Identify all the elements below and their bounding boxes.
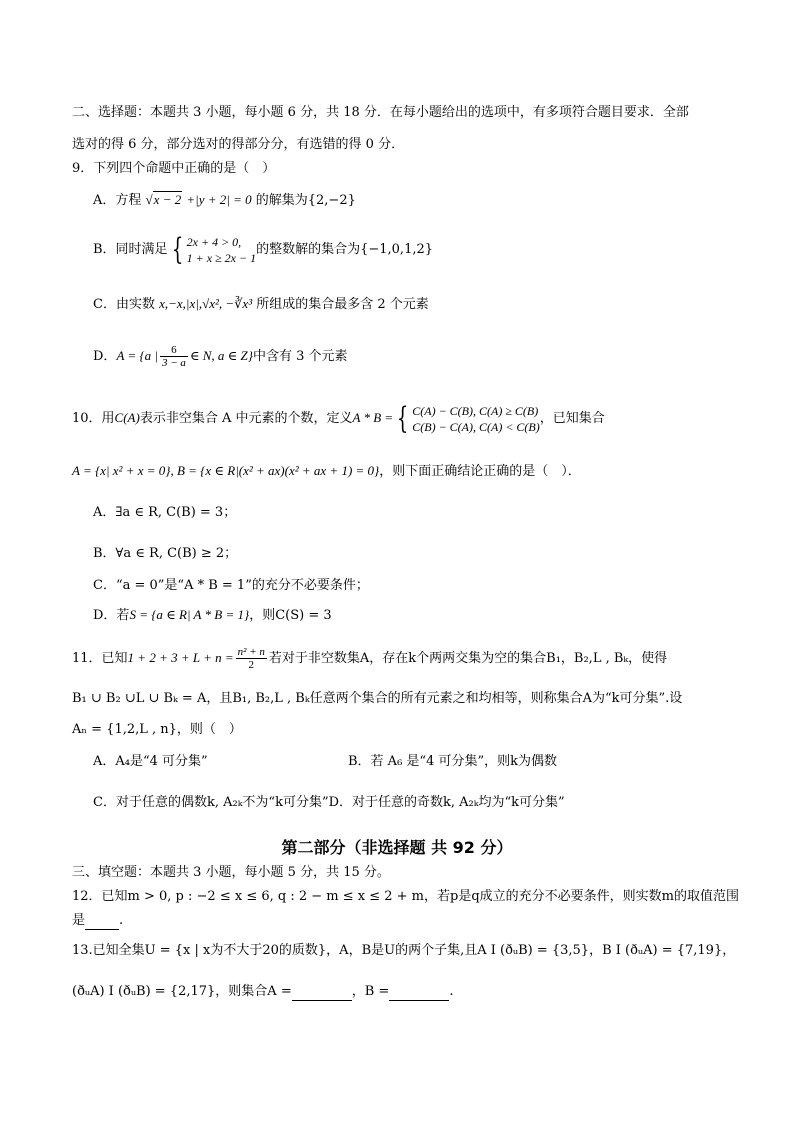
q13-line2-b: ，B = [351,984,390,999]
section3-header: 三、填空题：本题共 3 小题，每小题 5 分，共 15 分。 [72,865,390,880]
q10-stem-mid: 表示非空集合 A 中元素的个数，定义 [139,411,353,426]
q9-d-math-right: ∈ N, a ∈ Z} [189,348,253,363]
q9-b-sys1: 2x + 4 > 0, [186,234,242,249]
q10-option-a: A．∃a ∈ R, C(B) = 3； [93,505,237,520]
q10-option-b: B．∀a ∈ R, C(B) ≥ 2； [93,546,238,561]
q11-stem [72,640,667,676]
q12-answer-blank[interactable] [85,915,119,930]
q9-d-suffix: 中含有 3 个元素 [253,349,348,364]
q11-stem-prefix: 11．已知 [72,651,128,666]
q11-line3: Aₙ = {1,2,L , n}，则（ ） [72,722,242,737]
q12-line1: 12．已知m > 0, p : −2 ≤ x ≤ 6, q : 2 − m ≤ x ≤ 2 + m，若p是q成立的充分不必要条件，则实数m的取值范围 [72,889,739,904]
q10-stem-prefix: 10．用 [72,411,115,426]
q9-a-suffix: 的解集为{2,−2} [255,193,356,208]
q10-sets-line [72,462,581,481]
q10-cases [412,403,540,435]
q10-stem-suffix: ，已知集合 [539,411,605,426]
q9-stem: 9．下列四个命题中正确的是（ ） [72,161,276,176]
q13-answer-a-blank[interactable] [292,986,352,1001]
q9-option-b [93,232,433,268]
q10-sets: A = {x| x² + x = 0}, B = {x ∈ R|(x² + ax)(x² + ax + 1) = 0} [72,463,380,478]
q9-option-a: A．方程 √x − 2 +|y + 2| = 0 的解集为{2,−2} [93,192,356,208]
q10-stem [72,398,605,438]
brace-icon: { [396,400,409,436]
q10-stem-def: A * B = [352,410,394,425]
q11-stem-sum: 1 + 2 + 3 + L + n = [127,650,234,665]
q10-stem-ca: C(A) [114,410,140,425]
part2-title: 第二部分（非选择题 共 92 分） [281,838,513,857]
q11-frac-num: n² + n [237,646,265,658]
brace-icon: { [171,231,183,267]
q10-d-suffix: ，则C(S) = 3 [249,608,332,623]
q9-c-suffix: 所组成的集合最多含 2 个元素 [256,297,429,312]
q11-frac-den: 2 [248,659,255,671]
q13-line1: 13.已知全集U = {x | x为不大于20的质数}，A，B是U的两个子集,且A I (ðᵤB) = {3,5}，B I (ðᵤA) = {7,19}， [72,943,736,958]
q9-d-fraction [160,344,188,369]
q9-b-suffix: 的整数解的集合为{−1,0,1,2} [256,242,434,257]
q12-line2-end: . [119,913,124,928]
q12-line2 [72,912,123,930]
q11-option-a: A．A₄是“4 可分集” [93,754,208,769]
q10-option-c: C．“a = 0”是“A * B = 1”的充分不必要条件； [93,578,369,593]
q9-d-math-left: A = {a | [116,348,158,363]
q11-stem-rest: 若对于非空数集A，存在k个两两交集为空的集合B₁，B₂,L , Bₖ，使得 [268,651,668,666]
q13-line2-end: . [449,984,454,999]
q9-b-system [187,234,256,266]
q11-fraction [236,646,267,671]
q10-option-d [93,606,332,625]
q9-d-prefix: D． [93,349,117,364]
q10-d-math: S = {a ∈ R| A * B = 1} [129,607,250,622]
q9-option-d [93,340,348,372]
q11-option-b: B．若 A₆ 是“4 可分集”，则k为偶数 [348,754,557,769]
section2-header-line1: 二、选择题：本题共 3 小题，每小题 6 分，共 18 分．在每小题给出的选项中，有多项符合题目要求．全部 [72,105,689,120]
q10-case1: C(A) − C(B), C(A) ≥ C(B) [412,403,539,418]
q10-d-prefix: D．若 [93,608,130,623]
q11-line2: B₁ ∪ B₂ ∪L ∪ Bₖ = A，且B₁, B₂,L , Bₖ任意两个集合的所有元素之和均相等，则称集合A为“k可分集”.设 [72,691,683,706]
q10-case2: C(B) − C(A), C(A) < C(B) [412,419,540,434]
q10-sets-suffix: ，则下面正确结论正确的是（ ）． [379,464,581,479]
q9-d-frac-num: 6 [160,344,188,357]
q9-option-c [93,295,429,314]
q9-b-prefix: B．同时满足 [93,242,168,257]
q12-line2-text: 是 [72,913,86,928]
q9-a-math: +|y + 2| = 0 [186,192,252,207]
q9-b-sys2: 1 + x ≥ 2x − 1 [186,250,257,265]
q13-answer-b-blank[interactable] [389,986,449,1001]
q13-line2-a: (ðᵤA) I (ðᵤB) = {2,17}，则集合A = [72,984,292,999]
q11-options-cd: C．对于任意的偶数k, A₂ₖ不为“k可分集”D．对于任意的奇数k, A₂ₖ均为“k可分集” [93,795,565,810]
q9-a-prefix: A．方程 [93,193,142,208]
q9-a-sqrt: x − 2 [153,192,182,207]
section2-header-line2: 选对的得 6 分，部分选对的得部分分，有选错的得 0 分． [72,137,405,152]
q9-c-prefix: C．由实数 [93,297,155,312]
q13-line2 [72,983,453,1001]
q9-c-math: x,−x,|x|,√x², −∛x³ [159,296,253,311]
q9-d-frac-den: 3 − a [161,357,186,369]
